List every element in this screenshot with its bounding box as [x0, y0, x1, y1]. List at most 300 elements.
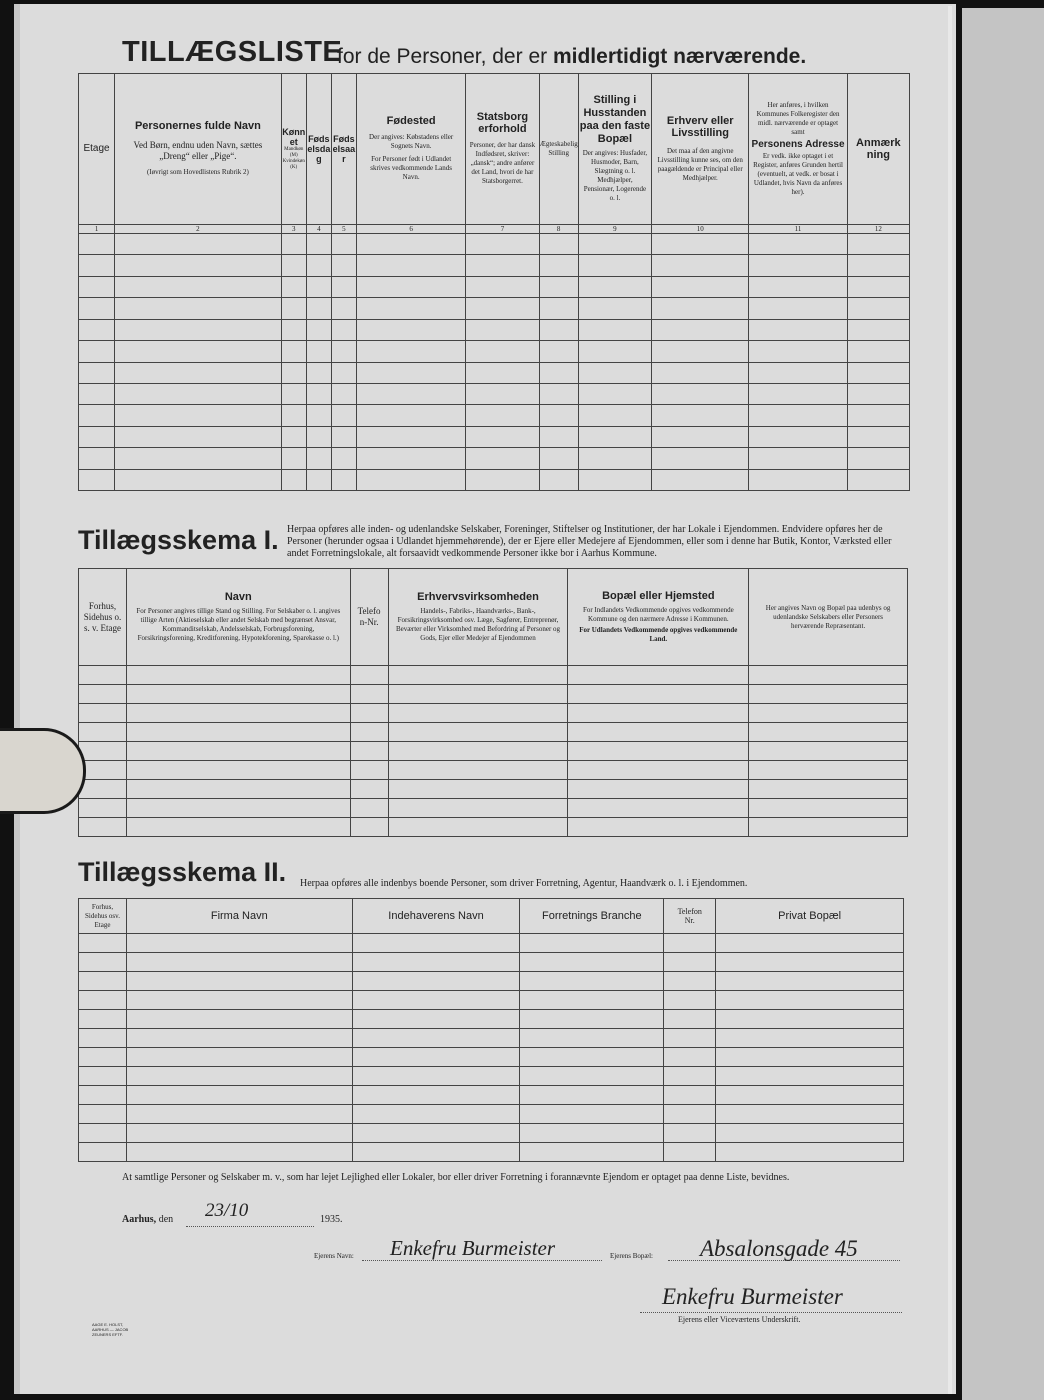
table-cell: [306, 276, 331, 297]
table-cell: [331, 405, 356, 426]
table-cell: [652, 234, 749, 255]
table-cell: [79, 405, 115, 426]
table-cell: [281, 448, 306, 469]
table-row: [79, 448, 910, 469]
table-row: [79, 991, 904, 1010]
table-cell: [306, 362, 331, 383]
table-cell: [79, 255, 115, 276]
table-cell: [539, 426, 578, 447]
table-cell: [578, 276, 651, 297]
table-cell: [539, 298, 578, 319]
col-aegteskab: Ægteskabelig Stilling: [539, 74, 578, 225]
table-cell: [652, 276, 749, 297]
col-navn: Personernes fulde Navn Ved Børn, endnu uden Navn, sættes „Dreng“ eller „Pige“. (Iøvrigt som Hovedlistens Rubrik 2): [115, 74, 282, 225]
table-cell: [652, 426, 749, 447]
table-row: [79, 723, 908, 742]
table-row: [79, 1048, 904, 1067]
table-cell: [79, 934, 127, 953]
table-cell: [331, 319, 356, 340]
col-fodested: Fødested Der angives: Købstadens eller Sognets Navn. For Personer født i Udlandet skrives vedkommende Lands Navn.: [356, 74, 465, 225]
table-cell: [466, 405, 539, 426]
s2-col-bopael: Privat Bopæl: [716, 899, 904, 934]
table-cell: [578, 426, 651, 447]
table-cell: [126, 934, 352, 953]
table-cell: [749, 818, 908, 837]
table-row: [79, 685, 908, 704]
col-fodselsaar: Fødselsaar: [331, 74, 356, 225]
table-cell: [578, 383, 651, 404]
place-label: [122, 1214, 173, 1225]
table-cell: [568, 818, 749, 837]
table-cell: [466, 426, 539, 447]
col-stilling: Stilling i Husstanden paa den faste Bopæl Der angives: Husfader, Husmoder, Barn, Slægtning o. l. Medhjælper, Pensionær, Logerende o. l.: [578, 74, 651, 225]
table-cell: [356, 448, 465, 469]
table-cell: [331, 255, 356, 276]
table-cell: [79, 666, 127, 685]
table-cell: [126, 666, 350, 685]
table-cell: [331, 362, 356, 383]
table-cell: [520, 972, 664, 991]
table-cell: [749, 742, 908, 761]
table-cell: [79, 972, 127, 991]
table-cell: [350, 761, 388, 780]
table-cell: [388, 723, 568, 742]
table-cell: [79, 298, 115, 319]
table-cell: [79, 319, 115, 340]
table-cell: [388, 818, 568, 837]
table-cell: [350, 704, 388, 723]
table-row: [79, 1143, 904, 1162]
col-anmaerkning: Anmærkning: [847, 74, 909, 225]
table-cell: [126, 704, 350, 723]
table-cell: [126, 1048, 352, 1067]
table-cell: [847, 405, 909, 426]
table-cell: [79, 685, 127, 704]
colnum-7: 7: [466, 224, 539, 233]
table-cell: [539, 405, 578, 426]
table-row: [79, 383, 910, 404]
colnum-9: 9: [578, 224, 651, 233]
table-cell: [847, 448, 909, 469]
table-cell: [352, 934, 520, 953]
table-cell: [578, 255, 651, 276]
table-cell: [115, 341, 282, 362]
table-cell: [115, 255, 282, 276]
table-cell: [350, 742, 388, 761]
table-row: [79, 341, 910, 362]
table-row: [79, 934, 904, 953]
table-cell: [578, 341, 651, 362]
table-cell: [520, 1048, 664, 1067]
colnum-5: 5: [331, 224, 356, 233]
table-cell: [847, 469, 909, 490]
table-cell: [716, 1067, 904, 1086]
table-cell: [356, 234, 465, 255]
s2-col-etage: Forhus, Sidehus osv. Etage: [79, 899, 127, 934]
table-cell: [539, 276, 578, 297]
table-cell: [664, 934, 716, 953]
table-cell: [664, 1010, 716, 1029]
colnum-4: 4: [306, 224, 331, 233]
schema2-header-row: [79, 899, 904, 934]
table-cell: [466, 383, 539, 404]
table-cell: [664, 1124, 716, 1143]
table-row: [79, 704, 908, 723]
table-cell: [79, 383, 115, 404]
table-cell: [306, 341, 331, 362]
table-row: [79, 362, 910, 383]
table-cell: [578, 319, 651, 340]
table-cell: [520, 1029, 664, 1048]
table-cell: [356, 405, 465, 426]
table-cell: [126, 742, 350, 761]
table-cell: [79, 362, 115, 383]
table-cell: [568, 666, 749, 685]
table-cell: [568, 723, 749, 742]
s1-col-navn: Navn For Personer angives tillige Stand og Stilling. For Selskaber o. l. angives tillige Arten (Aktieselskab eller andet Selskab med begrænset Ansvar, Kommanditselskab, Andelsselskab, Forbrugsforening, Forsikringsforening, Kreditforening, Hypotekforening, Sparekasse o. l.): [126, 569, 350, 666]
col-adresse: Her anføres, i hvilken Kommunes Folkeregister den midl. nærværende er optaget samt Personens Adresse Er vedk. ikke optaget i et Register, anføres Grunden hertil (eventuelt, at vedk. er bosat i Udlandet, hvis Navn da anføres her).: [749, 74, 847, 225]
table-cell: [664, 1029, 716, 1048]
table-cell: [749, 426, 847, 447]
table-cell: [356, 341, 465, 362]
table-cell: [79, 426, 115, 447]
table-cell: [356, 255, 465, 276]
table-cell: [539, 341, 578, 362]
table-cell: [126, 972, 352, 991]
table-cell: [352, 1124, 520, 1143]
table-cell: [352, 1086, 520, 1105]
table-cell: [652, 469, 749, 490]
table-cell: [716, 1124, 904, 1143]
table-cell: [847, 341, 909, 362]
table-row: [79, 469, 910, 490]
s1-col-bopael: Bopæl eller Hjemsted For Indlandets Vedkommende opgives vedkommende Kommune og den nærmere Adresse i Kommunen. For Udlandets Vedkommende opgives vedkommende Land.: [568, 569, 749, 666]
table-cell: [115, 469, 282, 490]
table-cell: [520, 1105, 664, 1124]
table-cell: [664, 1105, 716, 1124]
table-cell: [350, 666, 388, 685]
table-cell: [716, 1086, 904, 1105]
table-cell: [716, 1105, 904, 1124]
col-erhverv: Erhverv eller Livsstilling Det maa af den angivne Livsstilling kunne ses, om den paagældende er Principal eller Medhjælper.: [652, 74, 749, 225]
table-cell: [749, 723, 908, 742]
table-cell: [664, 972, 716, 991]
year-label: 1935.: [320, 1214, 343, 1225]
schema2-instructions: Herpaa opføres alle indenbys boende Personer, som driver Forretning, Agentur, Haandværk o. l. i Ejendommen.: [300, 878, 748, 889]
table-cell: [749, 255, 847, 276]
table-cell: [79, 799, 127, 818]
table-cell: [356, 426, 465, 447]
table-cell: [79, 953, 127, 972]
colnum-2: 2: [115, 224, 282, 233]
table-cell: [352, 1048, 520, 1067]
table-cell: [388, 666, 568, 685]
table-cell: [352, 991, 520, 1010]
table-cell: [664, 1048, 716, 1067]
owner-address-label: Ejerens Bopæl:: [610, 1252, 653, 1260]
form-subtitle: [337, 45, 806, 69]
table-row: [79, 666, 908, 685]
col-etage: Etage: [79, 74, 115, 225]
table-row: [79, 1124, 904, 1143]
signature-label: Ejerens eller Viceværtens Underskrift.: [678, 1315, 801, 1324]
table-row: [79, 1067, 904, 1086]
table-cell: [652, 383, 749, 404]
table-row: [79, 761, 908, 780]
table-cell: [749, 666, 908, 685]
table-cell: [652, 448, 749, 469]
table-cell: [749, 319, 847, 340]
table-cell: [749, 685, 908, 704]
table-cell: [520, 1010, 664, 1029]
colnum-1: 1: [79, 224, 115, 233]
table-cell: [115, 448, 282, 469]
table-cell: [352, 1143, 520, 1162]
table-cell: [578, 298, 651, 319]
table-cell: [281, 426, 306, 447]
schema1-header-row: [79, 569, 908, 666]
table-cell: [79, 723, 127, 742]
table-cell: [664, 991, 716, 1010]
table-cell: [350, 685, 388, 704]
table-cell: [716, 972, 904, 991]
colnum-3: 3: [281, 224, 306, 233]
table-cell: [79, 991, 127, 1010]
table-cell: [652, 405, 749, 426]
table-cell: [652, 341, 749, 362]
table-cell: [466, 276, 539, 297]
table-cell: [652, 298, 749, 319]
table-cell: [466, 362, 539, 383]
table-cell: [664, 1143, 716, 1162]
table-cell: [79, 780, 127, 799]
table-cell: [126, 723, 350, 742]
table-cell: [306, 426, 331, 447]
table-cell: [520, 991, 664, 1010]
table-cell: [281, 319, 306, 340]
date-handwritten: 23/10: [205, 1200, 249, 1221]
table-cell: [126, 818, 350, 837]
table-cell: [126, 1086, 352, 1105]
colnum-10: 10: [652, 224, 749, 233]
table-cell: [79, 1105, 127, 1124]
table-cell: [664, 953, 716, 972]
table-row: [79, 319, 910, 340]
table-cell: [578, 448, 651, 469]
table1-header-row: [79, 74, 910, 225]
table-cell: [306, 319, 331, 340]
table-cell: [568, 685, 749, 704]
table-cell: [126, 1029, 352, 1048]
table-cell: [350, 780, 388, 799]
table-cell: [664, 1067, 716, 1086]
table-cell: [79, 704, 127, 723]
table-cell: [388, 742, 568, 761]
table-cell: [716, 1143, 904, 1162]
table-cell: [466, 319, 539, 340]
table-cell: [749, 799, 908, 818]
table-cell: [520, 1086, 664, 1105]
table-cell: [126, 1010, 352, 1029]
table-cell: [79, 818, 127, 837]
table-cell: [352, 1105, 520, 1124]
den-label: den: [158, 1214, 174, 1225]
table-row: [79, 742, 908, 761]
table-cell: [126, 1105, 352, 1124]
table-cell: [281, 234, 306, 255]
schema1-table: [78, 568, 908, 837]
table-cell: [79, 341, 115, 362]
table-row: [79, 818, 908, 837]
table-cell: [749, 362, 847, 383]
table-cell: [520, 1067, 664, 1086]
table-cell: [126, 991, 352, 1010]
table-row: [79, 426, 910, 447]
table-cell: [115, 319, 282, 340]
table-cell: [356, 362, 465, 383]
table-cell: [350, 799, 388, 818]
table-cell: [466, 298, 539, 319]
table-cell: [115, 362, 282, 383]
table-cell: [578, 405, 651, 426]
table-cell: [306, 234, 331, 255]
table-cell: [466, 255, 539, 276]
table-cell: [466, 448, 539, 469]
table-cell: [847, 255, 909, 276]
table-cell: [79, 1124, 127, 1143]
table-cell: [520, 934, 664, 953]
table-cell: [749, 341, 847, 362]
table-cell: [331, 383, 356, 404]
table-cell: [281, 469, 306, 490]
table-cell: [79, 276, 115, 297]
table-cell: [749, 704, 908, 723]
table-cell: [520, 1143, 664, 1162]
table-cell: [79, 1067, 127, 1086]
table-cell: [306, 405, 331, 426]
colnum-11: 11: [749, 224, 847, 233]
table-cell: [352, 1010, 520, 1029]
s2-col-indehaver: Indehaverens Navn: [352, 899, 520, 934]
place-name: Aarhus,: [122, 1214, 157, 1225]
table-cell: [356, 319, 465, 340]
signature: Enkefru Burmeister: [662, 1284, 843, 1309]
colnum-12: 12: [847, 224, 909, 233]
table-cell: [126, 780, 350, 799]
table-cell: [115, 234, 282, 255]
table-cell: [466, 469, 539, 490]
table-cell: [115, 383, 282, 404]
table-cell: [539, 469, 578, 490]
table-cell: [749, 298, 847, 319]
table-cell: [568, 742, 749, 761]
table-cell: [568, 761, 749, 780]
table-row: [79, 972, 904, 991]
s1-col-etage: Forhus, Sidehus o. s. v. Etage: [79, 569, 127, 666]
table-row: [79, 953, 904, 972]
table-cell: [652, 319, 749, 340]
table-row: [79, 405, 910, 426]
table-cell: [281, 341, 306, 362]
schema2-table: [78, 898, 904, 1162]
table-cell: [388, 761, 568, 780]
table-cell: [716, 991, 904, 1010]
table-cell: [539, 319, 578, 340]
table-cell: [749, 234, 847, 255]
attestation-text: At samtlige Personer og Selskaber m. v., som har lejet Lejlighed eller Lokaler, bor eller driver Forretning i forannævnte Ejendom er optaget paa denne Liste, bevidnes.: [122, 1172, 790, 1183]
table-cell: [79, 469, 115, 490]
table-cell: [350, 818, 388, 837]
table-cell: [716, 1048, 904, 1067]
subtitle-bold: midlertidigt nærværende.: [552, 45, 807, 68]
table-cell: [466, 234, 539, 255]
table-cell: [306, 448, 331, 469]
table-cell: [520, 1124, 664, 1143]
table-cell: [126, 1124, 352, 1143]
table-cell: [281, 276, 306, 297]
table-cell: [749, 780, 908, 799]
table-cell: [749, 405, 847, 426]
table1-number-row: [79, 224, 910, 233]
table-cell: [306, 469, 331, 490]
colnum-6: 6: [356, 224, 465, 233]
table-cell: [539, 362, 578, 383]
table-cell: [79, 234, 115, 255]
table-cell: [847, 276, 909, 297]
table-row: [79, 298, 910, 319]
table-row: [79, 1105, 904, 1124]
table-cell: [352, 1067, 520, 1086]
table-cell: [749, 761, 908, 780]
table-cell: [356, 276, 465, 297]
schema2-title: Tillægsskema II.: [78, 857, 287, 887]
schema1-title: Tillægsskema I.: [78, 525, 279, 555]
colnum-8: 8: [539, 224, 578, 233]
table-cell: [115, 405, 282, 426]
form-title: TILLÆGSLISTE: [122, 36, 343, 68]
table-cell: [578, 362, 651, 383]
table-cell: [79, 1143, 127, 1162]
table-cell: [539, 234, 578, 255]
table-cell: [331, 276, 356, 297]
table-cell: [115, 298, 282, 319]
table-cell: [79, 1029, 127, 1048]
signature-line: [640, 1312, 902, 1313]
s1-col-erhverv: Erhvervsvirksomheden Handels-, Fabriks-, Haandværks-, Bank-, Forsikringsvirksomhed osv. Læge, Sagfører, Entreprenør, Beværter eller Virksomhed med Befordring af Personer og Gods, Ejer eller Medejer af Ejendommen: [388, 569, 568, 666]
table-cell: [115, 426, 282, 447]
table-cell: [749, 383, 847, 404]
table-cell: [539, 448, 578, 469]
table-cell: [749, 448, 847, 469]
table-row: [79, 799, 908, 818]
table-cell: [126, 1143, 352, 1162]
s2-col-branche: Forretnings Branche: [520, 899, 664, 934]
table-cell: [652, 362, 749, 383]
table-cell: [126, 953, 352, 972]
thumb: [0, 728, 86, 814]
main-register-table: [78, 73, 910, 491]
table-row: [79, 255, 910, 276]
date-line: [186, 1226, 314, 1227]
table-cell: [306, 255, 331, 276]
schema1-instructions: Herpaa opføres alle inden- og udenlandske Selskaber, Foreninger, Stiftelser og Institutioner, der har Lokale i Ejendommen. Endvidere opføres her de Personer (herunder ogsaa i Udlandet hjemmehørende), der er Ejere eller Medejere af Ejendommen, eller som i denne har Butik, Kontor, Værksted eller andet Forretningslokale, alt forsaavidt vedkommende Personer ikke bor i Aarhus Kommune.: [287, 524, 892, 559]
table-cell: [568, 799, 749, 818]
table-cell: [356, 383, 465, 404]
s2-col-telefon: Telefon Nr.: [664, 899, 716, 934]
table-cell: [847, 319, 909, 340]
table-cell: [664, 1086, 716, 1105]
table-cell: [847, 234, 909, 255]
